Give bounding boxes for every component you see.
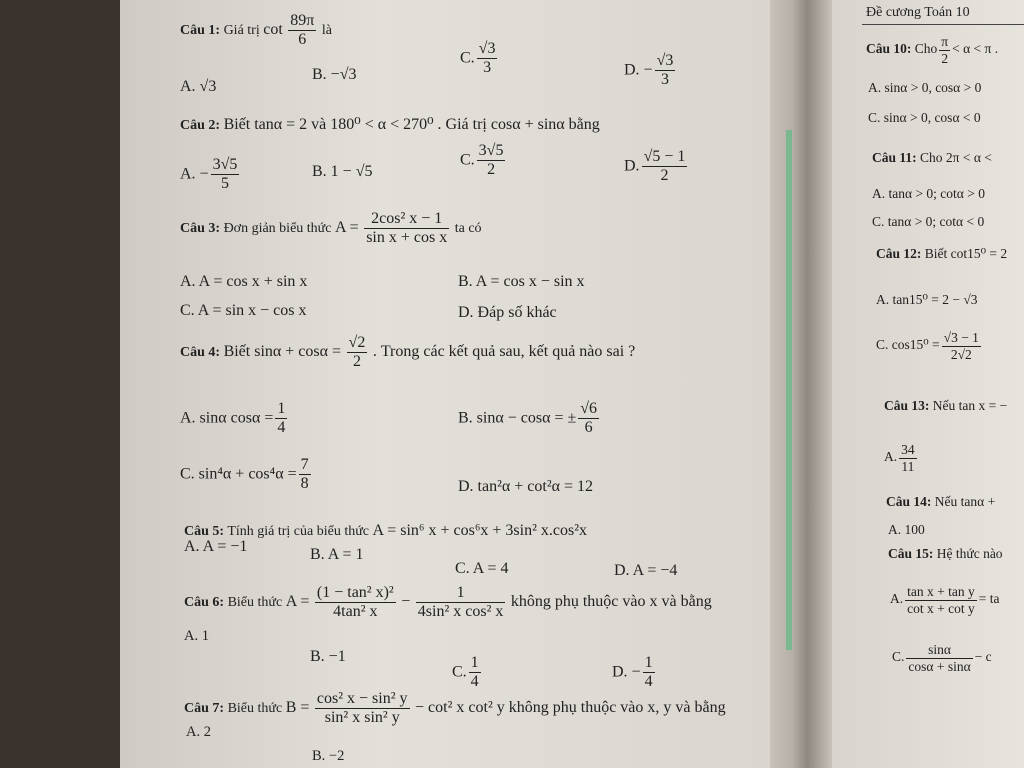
q4-option-c: C. sin⁴α + cos⁴α = $\frac{7}{8}$	[180, 456, 309, 493]
q13-option-a: A. $\frac{34}{11}$	[884, 442, 915, 474]
question-3: Câu 3: Đơn giản biểu thức A = $\frac{\text{2cos² x − 1}}{\text{sin x + cos x}}$ ta có	[180, 210, 482, 247]
question-11: Câu 11: Cho 2π < α <	[872, 150, 992, 165]
q5-option-a: A. A = −1	[184, 538, 248, 555]
question-12: Câu 12: Biết cot15⁰ = 2	[876, 246, 1008, 261]
q14-option-a: A. 100	[888, 522, 925, 537]
question-7: Câu 7: Biểu thức B = $\frac{\text{cos² x − sin² y}}{\text{sin² x sin² y}}$ − cot² x cot² y không phụ thuộc vào x, y và bằng	[184, 690, 726, 727]
q11-option-c: C. tanα > 0; cotα < 0	[872, 214, 985, 229]
question-4: Câu 4: Biết sinα + cosα = $\frac{√2}{2}$ . Trong các kết quả sau, kết quả nào sai ?	[180, 334, 636, 371]
q2-option-b: B. 1 − √5	[312, 163, 373, 180]
q1-option-c: C. $\frac{√3}{3}$	[460, 40, 496, 77]
question-14: Câu 14: Nếu tanα +	[886, 494, 996, 509]
q2-option-c: C. $\frac{3√5}{2}$	[460, 142, 504, 179]
q1-after: là	[321, 23, 332, 39]
q11-option-a: A. tanα > 0; cotα > 0	[872, 186, 985, 201]
question-15: Câu 15: Hệ thức nào	[888, 546, 1003, 561]
q5-option-d: D. A = −4	[614, 562, 678, 579]
header-rule	[862, 24, 1024, 25]
q4-option-a: A. sinα cosα = $\frac{1}{4}$	[180, 400, 286, 437]
question-10: Câu 10: Cho $\frac{\pi}{2}$ < α < π .	[866, 34, 999, 66]
q6-option-a: A. 1	[184, 628, 209, 644]
q1-option-b: B. −√3	[312, 66, 357, 83]
q1-option-d: D. − $\frac{√3}{3}$	[624, 52, 674, 89]
q10-option-c: C. sinα > 0, cosα < 0	[868, 110, 981, 125]
q5-option-b: B. A = 1	[310, 546, 364, 563]
q15-option-a: A. $\frac{\text{tan x + tan y}}{\text{cot x + cot y}}$ = ta	[890, 584, 1000, 616]
q3-option-c: C. A = sin x − cos x	[180, 302, 307, 319]
q3-fraction: $\frac{\text{2cos² x − 1}}{\text{sin x + cos x}}$	[366, 210, 448, 247]
q4-option-b: B. sinα − cosα = ± $\frac{√6}{6}$	[458, 400, 598, 437]
q12-option-a: A. tan15⁰ = 2 − √3	[876, 292, 978, 307]
right-page-header: Đề cương Toán 10	[866, 5, 970, 20]
question-13: Câu 13: Nếu tan x = −	[884, 398, 1008, 413]
q15-option-c: C. $\frac{\sin\alpha}{\cos\alpha + \sin\alpha}$ − c	[892, 642, 992, 674]
q4-option-d: D. tan²α + cot²α = 12	[458, 478, 594, 495]
q6-option-d: D. − $\frac{1}{4}$	[612, 654, 653, 691]
q2-text: Biết tanα = 2 và 180⁰ < α < 270⁰ . Giá trị cosα + sinα bằng	[223, 116, 600, 133]
q1-fraction: $\frac{89\pi}{6}$	[290, 12, 315, 49]
q12-option-c: C. cos15⁰ = $\frac{√3 - 1}{2√2}$	[876, 330, 979, 362]
question-1	[180, 12, 332, 50]
q1-option-a: A. √3	[180, 78, 217, 95]
q5-option-c: C. A = 4	[455, 560, 509, 577]
q6-option-c: C. $\frac{1}{4}$	[452, 654, 479, 691]
q2-option-a: A. − $\frac{3√5}{5}$	[180, 156, 238, 193]
page-edge-stripe	[786, 130, 792, 650]
q7-option-a: A. 2	[186, 724, 211, 740]
q1-expr: cot	[263, 21, 283, 39]
q3-option-d: D. Đáp số khác	[458, 304, 557, 321]
q1-label: Câu 1:	[180, 23, 221, 39]
q7-option-b: B. −2	[312, 748, 345, 764]
book-gutter	[770, 0, 832, 768]
q3-option-a: A. A = cos x + sin x	[180, 273, 308, 290]
question-5: Câu 5: Tính giá trị của biểu thức A = sin⁶ x + cos⁶x + 3sin² x.cos²x	[184, 522, 588, 539]
q6-option-b: B. −1	[310, 648, 346, 665]
q10-option-a: A. sinα > 0, cosα > 0	[868, 80, 982, 95]
q2-option-d: D. $\frac{√5 - 1}{2}$	[624, 148, 686, 185]
question-2	[180, 114, 600, 134]
q1-text: Giá trị	[223, 23, 260, 39]
question-6: Câu 6: Biểu thức A = $\frac{\text{(1 − tan² x)²}}{\text{4tan² x}}$ − $\frac{1}{\text{4sin² x cos² x}}$ không phụ thuộc vào x và bằng	[184, 584, 712, 621]
q2-label: Câu 2:	[180, 118, 221, 133]
q3-option-b: B. A = cos x − sin x	[458, 273, 585, 290]
